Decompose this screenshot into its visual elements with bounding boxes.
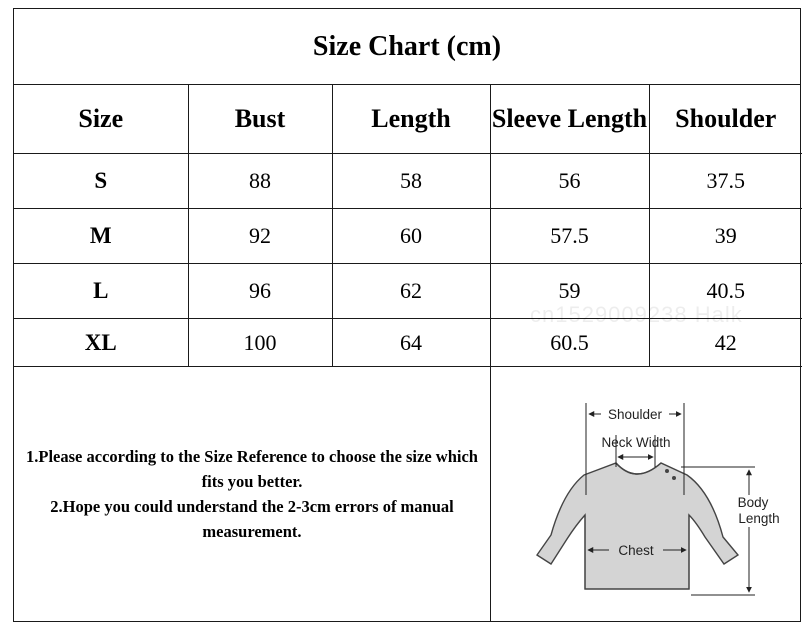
table-row bbox=[14, 154, 802, 209]
body-length-label-2: Length bbox=[738, 511, 780, 526]
table-row bbox=[14, 209, 802, 264]
bust-cell: 92 bbox=[188, 209, 332, 264]
sweater-diagram bbox=[491, 367, 800, 622]
watermark: cn1529009238 Halk bbox=[530, 302, 743, 327]
neck-width-label: Neck Width bbox=[601, 435, 671, 450]
length-cell: 60 bbox=[332, 209, 490, 264]
length-cell: 64 bbox=[332, 319, 490, 367]
size-cell: S bbox=[14, 154, 188, 209]
header-size: Size bbox=[14, 85, 188, 154]
length-cell: 62 bbox=[332, 264, 490, 319]
header-bust: Bust bbox=[188, 85, 332, 154]
size-table bbox=[14, 85, 802, 367]
info-section bbox=[14, 366, 800, 621]
shoulder-cell: 42 bbox=[649, 319, 802, 367]
shoulder-cell: 39 bbox=[649, 209, 802, 264]
shoulder-label: Shoulder bbox=[607, 407, 663, 422]
size-cell: L bbox=[14, 264, 188, 319]
header-shoulder: Shoulder bbox=[649, 85, 802, 154]
garment-measurement-diagram bbox=[491, 367, 800, 621]
table-row bbox=[14, 319, 802, 367]
size-cell: XL bbox=[14, 319, 188, 367]
chest-label: Chest bbox=[618, 543, 654, 558]
note-size-reference: 1.Please according to the Size Reference to choose the size which fits you better. bbox=[26, 447, 478, 491]
bust-cell: 100 bbox=[188, 319, 332, 367]
header-sleeve-length: Sleeve Length bbox=[490, 85, 649, 154]
header-row bbox=[14, 85, 802, 154]
bust-cell: 88 bbox=[188, 154, 332, 209]
notes-panel bbox=[14, 367, 491, 621]
bust-cell: 96 bbox=[188, 264, 332, 319]
size-chart bbox=[13, 8, 801, 622]
body-length-label: Body bbox=[737, 495, 769, 510]
shoulder-cell: 37.5 bbox=[649, 154, 802, 209]
note-measurement-error: 2.Hope you could understand the 2-3cm errors of manual measurement. bbox=[50, 497, 454, 541]
size-cell: M bbox=[14, 209, 188, 264]
sleeve-cell: 56 bbox=[490, 154, 649, 209]
sweater-outline bbox=[537, 463, 738, 589]
shoulder-cell: 40.5 bbox=[649, 264, 802, 319]
length-cell: 58 bbox=[332, 154, 490, 209]
chart-title: Size Chart (cm) bbox=[14, 9, 800, 85]
table-row bbox=[14, 264, 802, 319]
header-length: Length bbox=[332, 85, 490, 154]
sleeve-cell: 59 bbox=[490, 264, 649, 319]
sleeve-cell: 60.5 bbox=[490, 319, 649, 367]
sleeve-cell: 57.5 bbox=[490, 209, 649, 264]
